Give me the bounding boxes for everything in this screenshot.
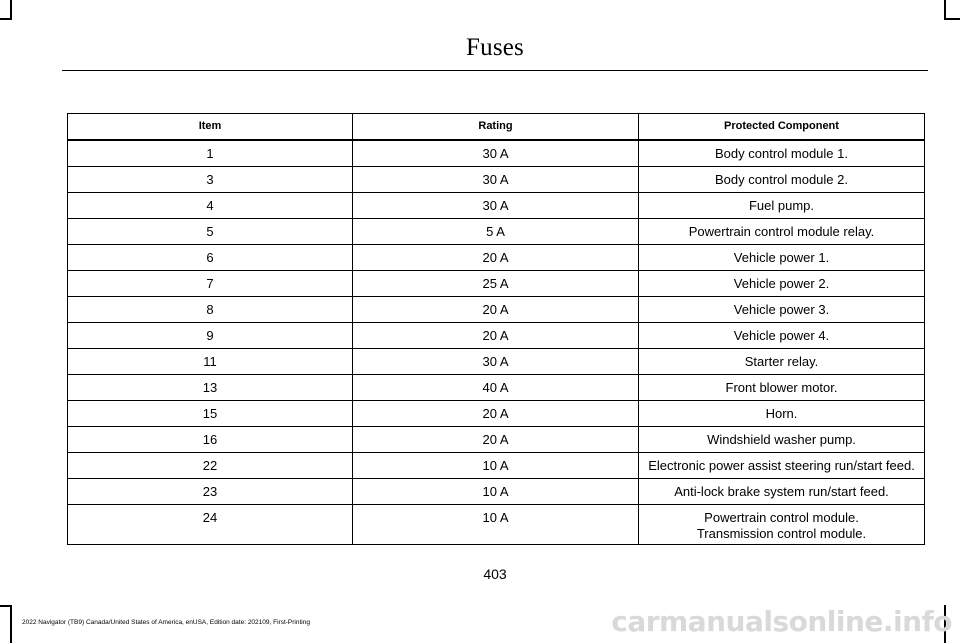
cell-rating: 20 A bbox=[353, 400, 639, 426]
fuse-table-body bbox=[68, 140, 925, 544]
component-line: Powertrain control module relay. bbox=[688, 223, 875, 239]
cell-item: 24 bbox=[68, 504, 353, 544]
component-line: Fuel pump. bbox=[748, 197, 815, 213]
cell-item: 23 bbox=[68, 478, 353, 504]
cell-protected-component bbox=[639, 192, 925, 218]
cell-protected-component bbox=[639, 426, 925, 452]
cell-item: 6 bbox=[68, 244, 353, 270]
cell-protected-component bbox=[639, 374, 925, 400]
table-row bbox=[68, 478, 925, 504]
cell-item: 5 bbox=[68, 218, 353, 244]
watermark: carmanualsonline.info bbox=[611, 605, 952, 638]
cell-protected-component bbox=[639, 166, 925, 192]
page-title: Fuses bbox=[466, 34, 524, 61]
cell-protected-component bbox=[639, 218, 925, 244]
title-divider bbox=[62, 70, 928, 71]
cell-protected-component bbox=[639, 504, 925, 544]
component-line: Powertrain control module. bbox=[704, 509, 859, 525]
fuse-table bbox=[67, 113, 925, 545]
cell-item: 11 bbox=[68, 348, 353, 374]
cell-protected-component bbox=[639, 452, 925, 478]
table-header-row bbox=[68, 114, 925, 141]
component-line: Anti-lock brake system run/start feed. bbox=[674, 483, 889, 499]
footer-edition-text: 2022 Navigator (TB9) Canada/United States of America, enUSA, Edition date: 202109, First-Printing bbox=[22, 619, 310, 626]
cell-rating: 5 A bbox=[353, 218, 639, 244]
crop-mark-top-right-horizontal bbox=[944, 18, 960, 20]
component-line: Vehicle power 2. bbox=[733, 275, 830, 291]
column-header-rating: Rating bbox=[353, 114, 639, 141]
table-row bbox=[68, 374, 925, 400]
cell-rating: 20 A bbox=[353, 426, 639, 452]
cell-rating: 20 A bbox=[353, 244, 639, 270]
component-line: Vehicle power 1. bbox=[733, 249, 830, 265]
cell-rating: 25 A bbox=[353, 270, 639, 296]
cell-rating: 30 A bbox=[353, 348, 639, 374]
cell-item: 3 bbox=[68, 166, 353, 192]
cell-item: 15 bbox=[68, 400, 353, 426]
component-line: Windshield washer pump. bbox=[707, 431, 856, 447]
table-row bbox=[68, 166, 925, 192]
component-line: Transmission control module. bbox=[696, 525, 867, 541]
cell-rating: 10 A bbox=[353, 478, 639, 504]
component-line: Starter relay. bbox=[744, 353, 819, 369]
cell-protected-component bbox=[639, 296, 925, 322]
table-row bbox=[68, 400, 925, 426]
cell-protected-component bbox=[639, 478, 925, 504]
cell-rating: 30 A bbox=[353, 140, 639, 166]
table-row bbox=[68, 426, 925, 452]
component-line: Body control module 2. bbox=[715, 171, 848, 187]
cell-item: 16 bbox=[68, 426, 353, 452]
cell-rating: 20 A bbox=[353, 296, 639, 322]
cell-protected-component bbox=[639, 270, 925, 296]
table-row bbox=[68, 270, 925, 296]
cell-item: 9 bbox=[68, 322, 353, 348]
table-row bbox=[68, 218, 925, 244]
cell-item: 7 bbox=[68, 270, 353, 296]
page-number: 403 bbox=[483, 566, 507, 582]
cell-item: 1 bbox=[68, 140, 353, 166]
crop-mark-bottom-left-vertical bbox=[10, 605, 12, 643]
cell-rating: 30 A bbox=[353, 166, 639, 192]
table-row bbox=[68, 504, 925, 544]
column-header-protected-component: Protected Component bbox=[639, 114, 925, 141]
cell-protected-component bbox=[639, 348, 925, 374]
component-line: Body control module 1. bbox=[715, 146, 848, 161]
component-line: Electronic power assist steering run/start feed. bbox=[648, 457, 915, 473]
cell-protected-component bbox=[639, 322, 925, 348]
cell-item: 8 bbox=[68, 296, 353, 322]
table-row bbox=[68, 452, 925, 478]
component-line: Vehicle power 4. bbox=[733, 327, 830, 343]
table-row bbox=[68, 244, 925, 270]
table-row bbox=[68, 192, 925, 218]
table-row bbox=[68, 348, 925, 374]
cell-rating: 30 A bbox=[353, 192, 639, 218]
cell-rating: 10 A bbox=[353, 504, 639, 544]
cell-item: 13 bbox=[68, 374, 353, 400]
table-row bbox=[68, 296, 925, 322]
component-line: Horn. bbox=[765, 405, 798, 421]
crop-mark-top-left-horizontal bbox=[0, 18, 12, 20]
crop-mark-bottom-left-horizontal bbox=[0, 605, 12, 607]
column-header-item: Item bbox=[68, 114, 353, 141]
component-line: Vehicle power 3. bbox=[733, 301, 830, 317]
cell-protected-component bbox=[639, 244, 925, 270]
cell-item: 4 bbox=[68, 192, 353, 218]
cell-protected-component bbox=[639, 140, 925, 166]
table-row bbox=[68, 140, 925, 166]
cell-rating: 10 A bbox=[353, 452, 639, 478]
cell-rating: 20 A bbox=[353, 322, 639, 348]
crop-mark-top-left-vertical bbox=[10, 0, 12, 20]
cell-protected-component bbox=[639, 400, 925, 426]
cell-item: 22 bbox=[68, 452, 353, 478]
component-line: Front blower motor. bbox=[725, 379, 838, 395]
table-row bbox=[68, 322, 925, 348]
crop-mark-top-right-vertical bbox=[944, 0, 946, 20]
cell-rating: 40 A bbox=[353, 374, 639, 400]
